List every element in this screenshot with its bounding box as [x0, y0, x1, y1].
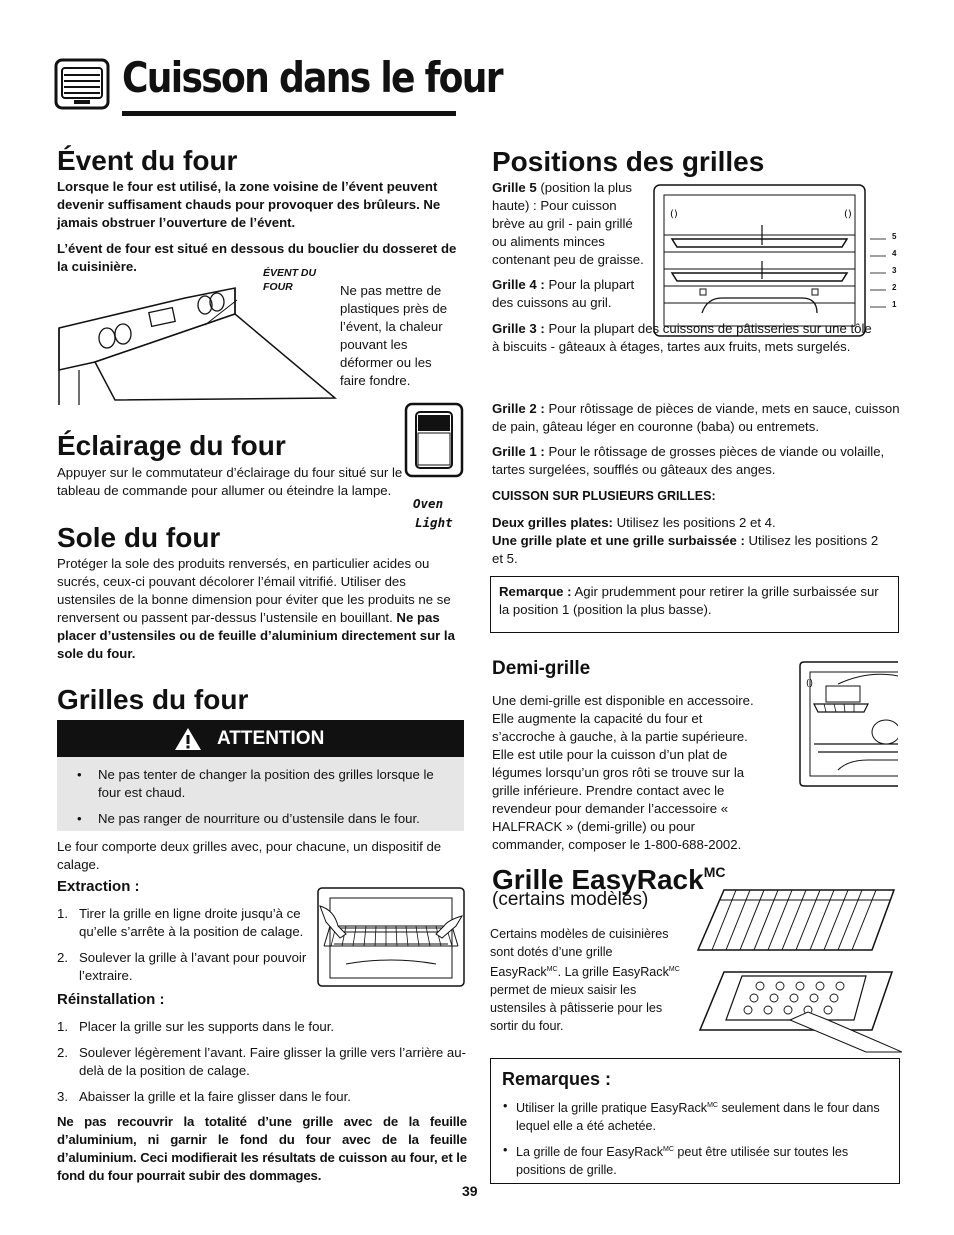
sole-text: Protéger la sole des produits renversés, en particulier acides ou sucrés, ceux-ci pouvant décolorer l’émail vitrifié. Utiliser des ustensiles de la bonne dimension pour éviter que les produits ne se renversent ou passent par-dessus l’ustensile en bouillant.	[57, 556, 451, 625]
easyrack-title: Grille EasyRack$^{MC}$	[492, 864, 726, 895]
rack-number: 3	[892, 266, 897, 275]
grilles-title: Grilles du four	[57, 684, 249, 715]
grilles-intro: Le four comporte deux grilles avec, pour chacune, un dispositif de calage.	[57, 839, 442, 872]
event-location: L’évent de four est situé en dessous du bouclier du dosseret de la cuisinière.	[57, 241, 457, 274]
vent-diagram-label: ÉVENT DU FOUR	[263, 267, 317, 293]
oven-light-switch-icon	[404, 402, 464, 478]
eclairage-text: Appuyer sur le commutateur d’éclairage du four situé sur le tableau de commande pour allumer ou éteindre la lampe.	[57, 465, 403, 498]
event-note: Ne pas mettre de plastiques près de l’évent, la chaleur pouvant les déformer ou les faire fondre.	[340, 283, 448, 388]
grille-3-text: Grille 3 : Pour la plupart des cuissons de pâtisseries sur une tôle à biscuits - gâteaux à étages, tartes aux fruits, mets surgelés.	[492, 321, 872, 354]
attention-header	[57, 720, 464, 757]
event-warning: Lorsque le four est utilisé, la zone voisine de l’évent peuvent devenir suffisament chauds pour provoquer des brûleurs. Ne jamais obstruer l’ouverture de l’évent.	[57, 179, 441, 230]
switch-label-oven: Oven	[413, 496, 444, 511]
grille-2-text: Grille 2 : Pour rôtissage de pièces de viande, mets en sauce, cuisson de pain, gâteau léger en couronne (baba) ou entremets.	[492, 401, 900, 434]
reinstall-step: 3. Abaisser la grille et la faire glisser dans le four.	[57, 1089, 351, 1104]
rack-number-callouts	[870, 230, 900, 320]
attention-box	[57, 720, 464, 831]
sole-title: Sole du four	[57, 522, 221, 553]
demi-grille-text: Une demi-grille est disponible en accessoire. Elle augmente la capacité du four et s’accroche à gauche, à la partie supérieure. Elle est utile pour la cuisson d’un plat de légumes lorsqu’un gros rôti se trouve sur la grille inférieure. Prendre contact avec le revendeur pour demander l’accessoire « HALFRACK » (demi-grille) ou pour commander, composer le 1-800-688-2002.	[492, 693, 754, 852]
grilles-final-warning: Ne pas recouvrir la totalité d’une grille avec de la feuille d’aluminium, ni garnir le fond du four avec de la feuille d’aluminium. Ceci modifierait les résultats de cuisson au four, et le fond du four pourrait subir des dommages.	[57, 1114, 467, 1183]
grille-5-text: Grille 5 (position la plus haute) : Pour cuisson brève au gril - pain grillé ou aliments minces contenant peu de graisse.	[492, 180, 644, 267]
reinstall-step: 2. Soulever légèrement l’avant. Faire glisser la grille vers l’arrière au-delà de la position de calage.	[57, 1045, 466, 1078]
remarque-text: Remarque : Agir prudemment pour retirer la grille surbaissée sur la position 1 (position la plus basse).	[499, 584, 879, 617]
remarques-title: Remarques :	[502, 1069, 612, 1089]
svg-text:(): ()	[844, 209, 852, 220]
positions-title: Positions des grilles	[492, 146, 765, 177]
switch-label-light: Light	[415, 515, 453, 530]
page-number: 39	[462, 1183, 478, 1199]
attention-label: ATTENTION	[217, 728, 325, 749]
svg-text:(): ()	[670, 209, 678, 220]
multi-rack-title: CUISSON SUR PLUSIEURS GRILLES:	[492, 489, 716, 503]
sole-bold: Ne pas placer d’ustensiles ou de feuille d’aluminium directement sur la sole du four.	[57, 610, 455, 661]
title-underline	[122, 111, 456, 116]
attention-item: • Ne pas ranger de nourriture ou d’ustensile dans le four.	[77, 811, 420, 826]
rack-number: 4	[892, 249, 897, 258]
extraction-steps	[57, 905, 307, 993]
extraction-step: 1. Tirer la grille en ligne droite jusqu’à ce qu’elle s’arrête à la position de calage.	[57, 906, 304, 939]
reinstall-step: 1. Placer la grille sur les supports dans le four.	[57, 1019, 335, 1034]
event-title: Évent du four	[57, 145, 238, 176]
rack-number: 1	[892, 300, 897, 309]
easyrack-rack-illustration	[694, 884, 900, 956]
extraction-title: Extraction :	[57, 878, 140, 895]
demi-grille-title: Demi-grille	[492, 658, 591, 679]
rack-positions-diagram	[652, 183, 867, 338]
remarques-box	[490, 1058, 900, 1184]
deux-grilles-text: Deux grilles plates: Utilisez les positions 2 et 4.	[492, 515, 776, 530]
svg-text:(): ()	[806, 679, 814, 689]
half-rack-illustration	[798, 660, 898, 788]
remarques-item: • La grille de four EasyRack$^{MC}$ peut être utilisée sur toutes les positions de grille.	[503, 1143, 849, 1178]
eclairage-title: Éclairage du four	[57, 430, 286, 461]
easyrack-text: Certains modèles de cuisinières sont dotés d’une grille EasyRack$^{MC}$. La grille EasyRack$^{MC}$ permet de mieux saisir les ustensiles à pâtisserie pour les sortir du four.	[490, 927, 680, 1034]
easyrack-subtitle: (certains modèles)	[492, 889, 649, 910]
warning-triangle-icon	[174, 727, 202, 751]
sole-paragraph	[57, 555, 459, 663]
attention-item: • Ne pas tenter de changer la position des grilles lorsque le four est chaud.	[77, 767, 434, 800]
easyrack-tray-illustration	[696, 964, 902, 1054]
grille-4-text: Grille 4 : Pour la plupart des cuissons au gril.	[492, 277, 635, 310]
oven-icon	[54, 58, 110, 110]
rack-extraction-illustration	[316, 886, 466, 988]
page-title: Cuisson dans le four	[122, 53, 502, 102]
remarque-box	[490, 576, 899, 633]
extraction-step: 2. Soulever la grille à l’avant pour pouvoir l’extraire.	[57, 950, 307, 983]
reinstall-title: Réinstallation :	[57, 991, 165, 1008]
rack-number: 2	[892, 283, 897, 292]
remarques-item: • Utiliser la grille pratique EasyRack$^{MC}$ seulement dans le four dans lequel elle a été achetée.	[503, 1099, 880, 1134]
reinstall-steps	[57, 1018, 467, 1114]
grille-1-text: Grille 1 : Pour le rôtissage de grosses pièces de viande ou volaille, tartes surgelées, soufflés ou gâteaux des anges.	[492, 444, 885, 477]
une-grille-text: Une grille plate et une grille surbaissée : Utilisez les positions 2 et 5.	[492, 533, 879, 566]
rack-number: 5	[892, 232, 897, 241]
